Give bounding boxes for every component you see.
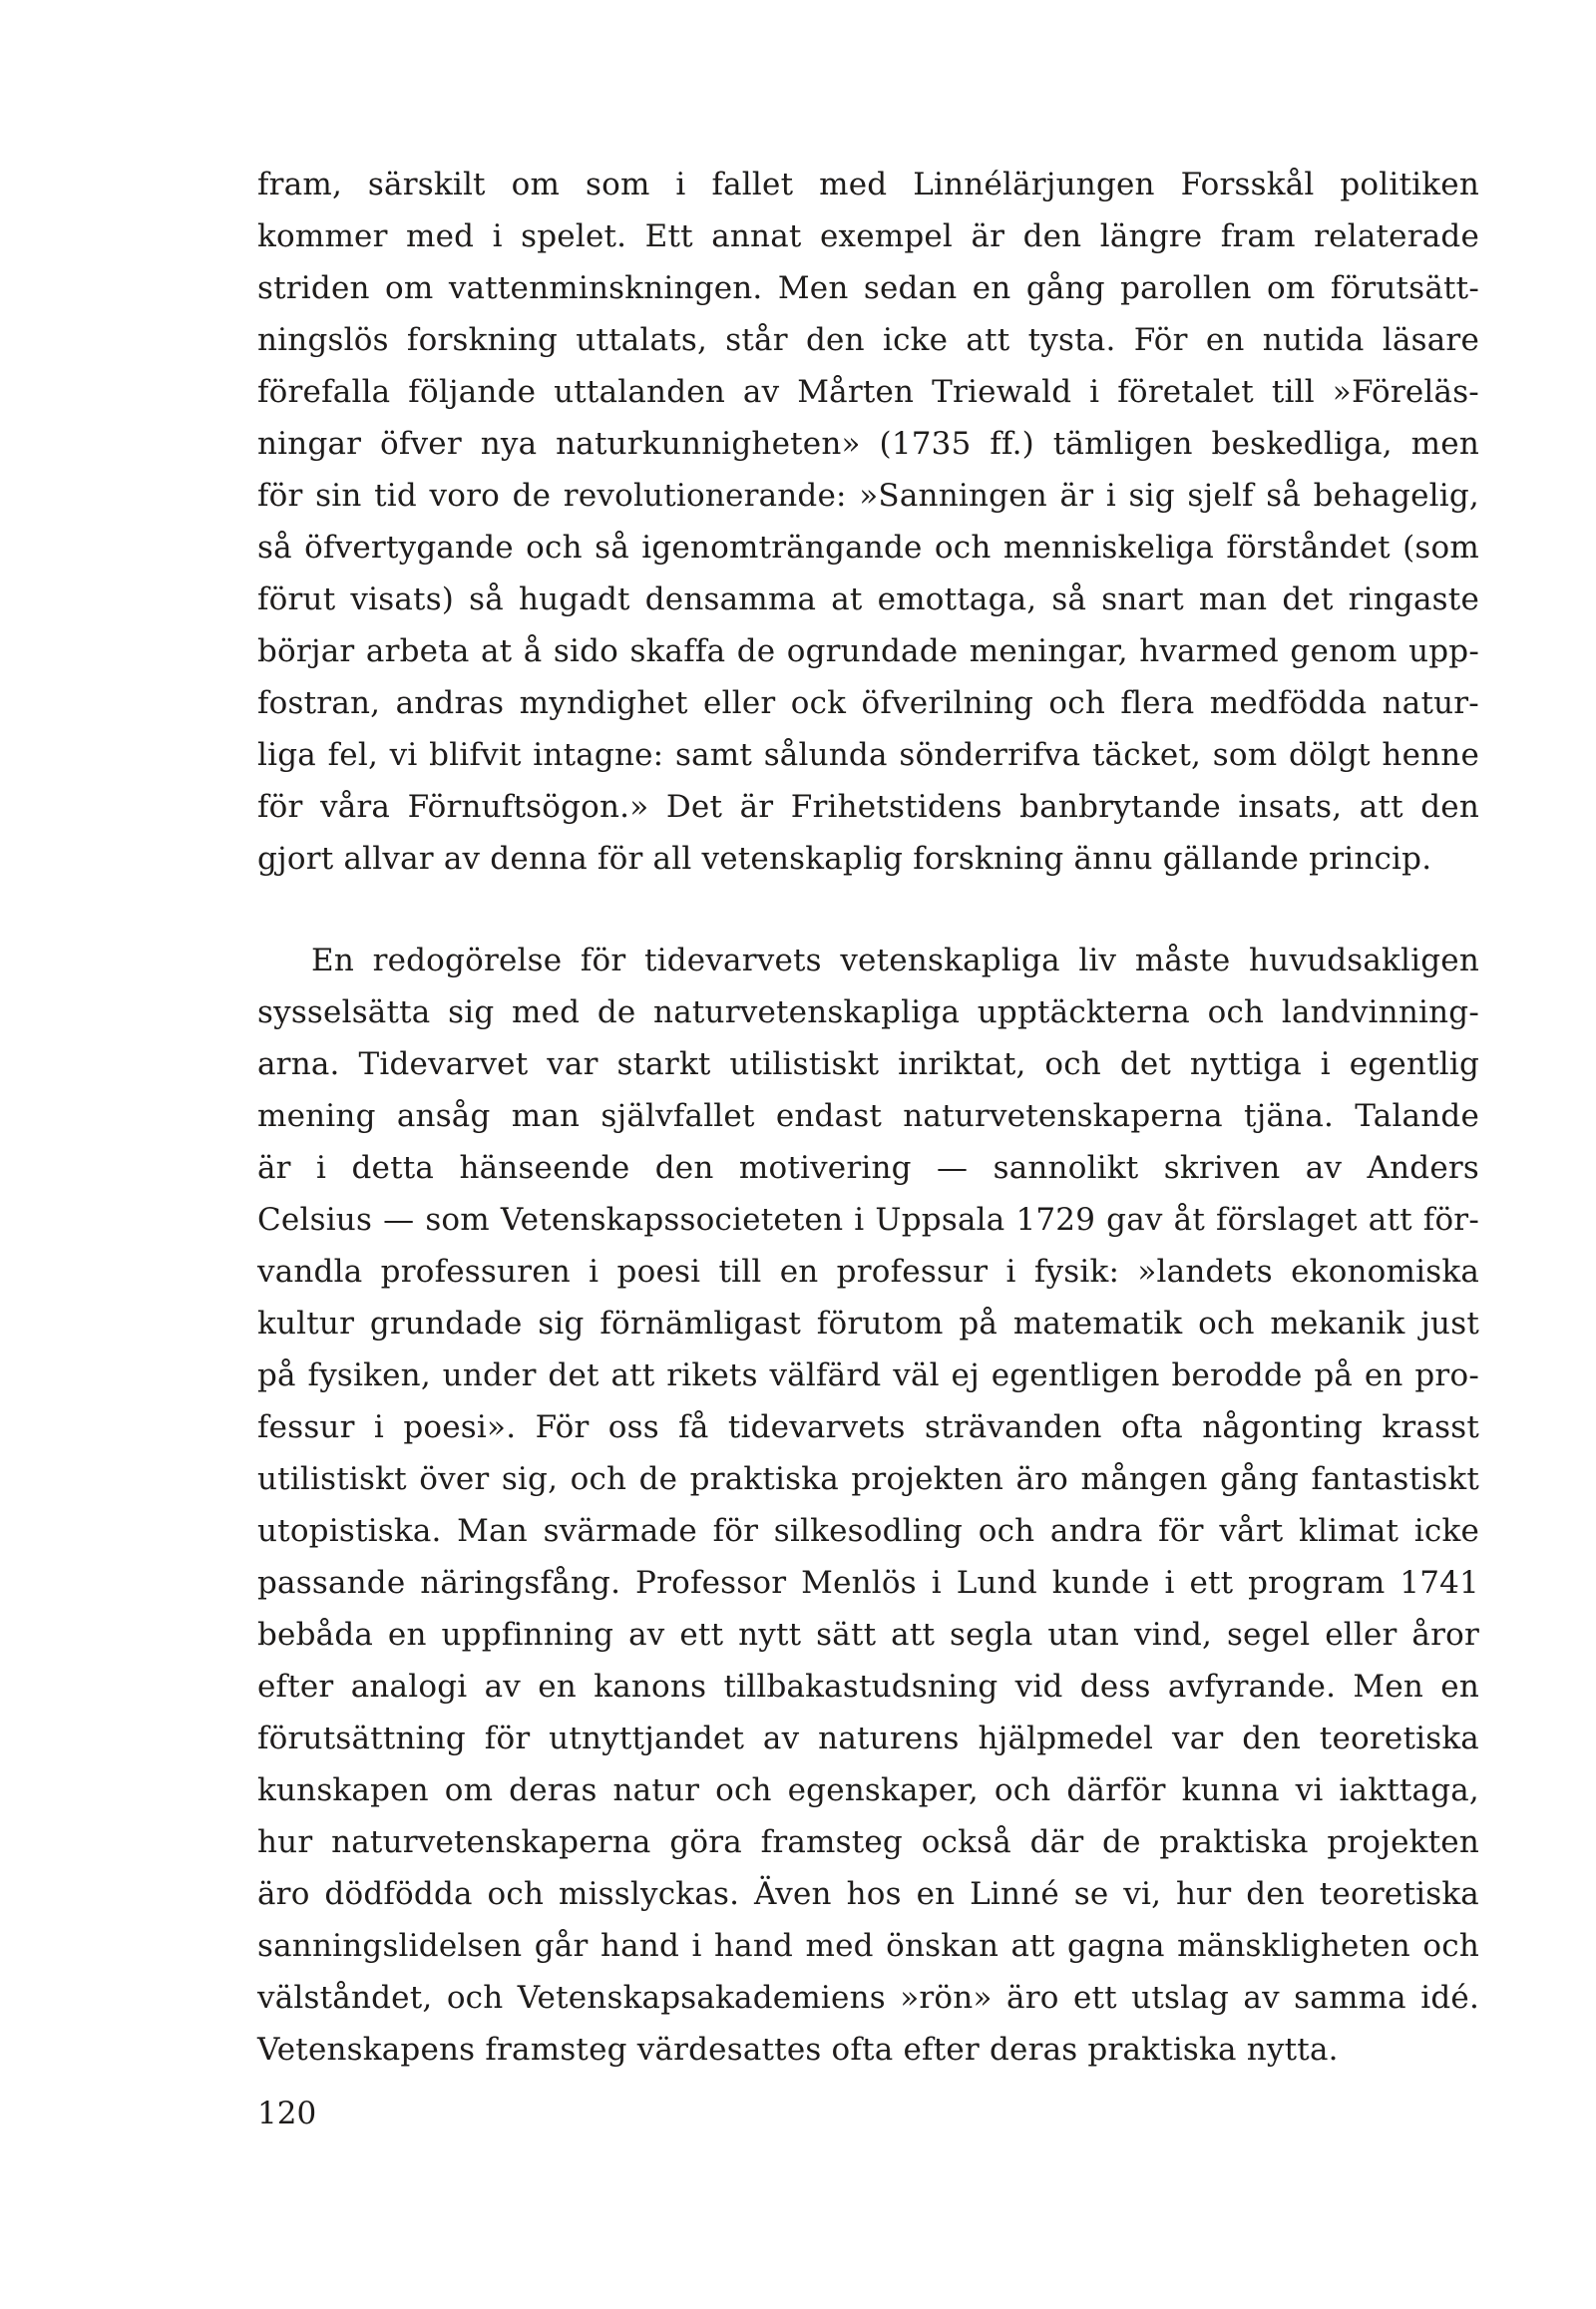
- text-line: gjort allvar av denna för all vetenskaplig forskning ännu gällande princip.: [257, 841, 1432, 877]
- text-line: utilistiskt över sig, och de praktiska projekten äro mången gång fantastiskt: [257, 1461, 1479, 1497]
- text-line: förut visats) så hugadt densamma at emottaga, så snart man det ringaste: [257, 581, 1479, 617]
- text-line: är i detta hänseende den motivering — sannolikt skriven av Anders: [257, 1150, 1479, 1186]
- paragraph-1: [257, 159, 1479, 885]
- paragraph-2: [257, 935, 1479, 2076]
- text-line: vandla professuren i poesi till en professur i fysik: »landets ekonomiska: [257, 1254, 1479, 1290]
- text-line: börjar arbeta at å sido skaffa de ogrundade meningar, hvarmed genom upp-: [257, 633, 1479, 669]
- text-line: på fysiken, under det att rikets välfärd väl ej egentligen berodde på en pro-: [257, 1357, 1479, 1393]
- text-line: för sin tid voro de revolutionerande: »Sanningen är i sig sjelf så behagelig,: [257, 478, 1479, 514]
- text-line: för våra Förnuftsögon.» Det är Frihetstidens banbrytande insats, att den: [257, 789, 1479, 825]
- text-line: kultur grundade sig förnämligast förutom på matematik och mekanik just: [257, 1306, 1479, 1342]
- text-line: så öfvertygande och så igenomträngande och menniskeliga förståndet (som: [257, 530, 1479, 566]
- text-line: hur naturvetenskaperna göra framsteg också där de praktiska projekten: [257, 1824, 1479, 1860]
- text-line: Vetenskapens framsteg värdesattes ofta efter deras praktiska nytta.: [257, 2032, 1339, 2068]
- text-line: sanningslidelsen går hand i hand med önskan att gagna mänskligheten och: [257, 1928, 1479, 1964]
- text-line: mening ansåg man självfallet endast naturvetenskaperna tjäna. Talande: [257, 1098, 1479, 1134]
- text-line: förutsättning för utnyttjandet av naturens hjälpmedel var den teoretiska: [257, 1721, 1479, 1756]
- text-line: arna. Tidevarvet var starkt utilistiskt inriktat, och det nyttiga i egentlig: [257, 1046, 1479, 1082]
- text-line: ningar öfver nya naturkunnigheten» (1735 ff.) tämligen beskedliga, men: [257, 426, 1479, 462]
- text-line: bebåda en uppfinning av ett nytt sätt att segla utan vind, segel eller åror: [257, 1617, 1479, 1653]
- text-line: Celsius — som Vetenskapssocieteten i Uppsala 1729 gav åt förslaget att för-: [257, 1202, 1479, 1238]
- text-line: förefalla följande uttalanden av Mårten Triewald i företalet till »Föreläs-: [257, 374, 1479, 410]
- text-line: ningslös forskning uttalats, står den icke att tysta. För en nutida läsare: [257, 322, 1479, 358]
- text-line: välståndet, och Vetenskapsakademiens »rön» äro ett utslag av samma idé.: [257, 1980, 1479, 2016]
- text-line: sysselsätta sig med de naturvetenskapliga upptäckterna och landvinning-: [257, 994, 1479, 1030]
- text-line: fostran, andras myndighet eller ock öfverilning och flera medfödda natur-: [257, 685, 1479, 721]
- text-line: fram, särskilt om som i fallet med Linnélärjungen Forsskål politiken: [257, 167, 1479, 202]
- text-line: utopistiska. Man svärmade för silkesodling och andra för vårt klimat icke: [257, 1513, 1479, 1549]
- page-number: 120: [257, 2096, 317, 2131]
- text-line: efter analogi av en kanons tillbakastudsning vid dess avfyrande. Men en: [257, 1669, 1479, 1705]
- text-line: passande näringsfång. Professor Menlös i Lund kunde i ett program 1741: [257, 1565, 1479, 1601]
- text-line: En redogörelse för tidevarvets vetenskapliga liv måste huvudsakligen: [311, 943, 1479, 978]
- text-line: äro dödfödda och misslyckas. Även hos en Linné se vi, hur den teoretiska: [257, 1876, 1479, 1912]
- text-line: kunskapen om deras natur och egenskaper, och därför kunna vi iakttaga,: [257, 1772, 1479, 1808]
- text-line: liga fel, vi blifvit intagne: samt sålunda sönderrifva täcket, som dölgt henne: [257, 737, 1479, 773]
- text-line: striden om vattenminskningen. Men sedan en gång parollen om förutsätt-: [257, 270, 1479, 306]
- text-line: kommer med i spelet. Ett annat exempel är den längre fram relaterade: [257, 218, 1479, 254]
- text-line: fessur i poesi». För oss få tidevarvets strävanden ofta någonting krasst: [257, 1409, 1479, 1445]
